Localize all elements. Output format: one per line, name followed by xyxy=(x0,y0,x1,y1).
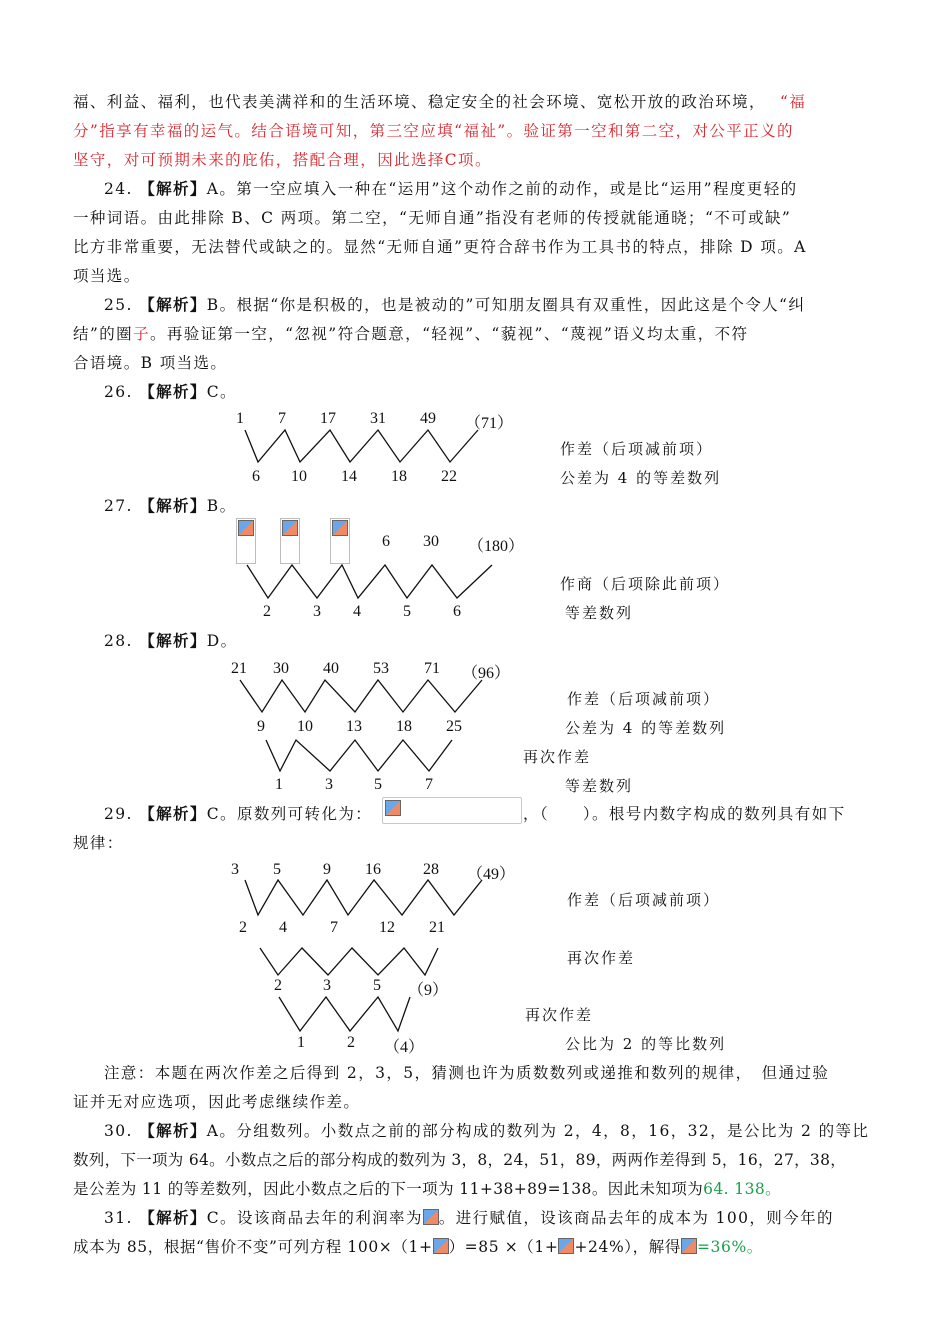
formula-image xyxy=(681,1238,697,1254)
q31-text: 成本为 85，根据“售价不变”可列方程 100×（1+ xyxy=(73,1238,433,1256)
q28-mid-2: 10 xyxy=(297,718,313,735)
q29-r3-3: 5 xyxy=(373,977,381,994)
q30-line-2: 数列，下一项为 64。小数点之后的部分构成的数列为 3，8，24，51，89，两两作差得到 5，16，27，38， xyxy=(73,1151,847,1169)
q29-r4-1: 1 xyxy=(297,1034,305,1051)
q26-bot-1: 6 xyxy=(252,468,260,485)
q28-top-5: 71 xyxy=(424,660,440,677)
q27-bot-5: 6 xyxy=(453,603,461,620)
q31-answer-value: =36%。 xyxy=(696,1238,763,1256)
q24-text: A。第一空应填入一种在“运用”这个动作之前的动作，或是比“运用”程度更轻的 xyxy=(206,180,798,198)
q29-line-2: 规律： xyxy=(73,834,124,852)
q29-r3-4: （9） xyxy=(408,982,449,999)
q29-r1-6: （49） xyxy=(467,866,516,883)
q28-mid-1: 9 xyxy=(257,718,265,735)
analysis-tag: 【解析】 xyxy=(139,804,207,823)
q31-line-1 xyxy=(104,1208,834,1228)
q28-top-2: 30 xyxy=(273,660,289,677)
q27-top-2: 30 xyxy=(423,533,439,550)
q29-remark-2: 证并无对应选项，因此考虑继续作差。 xyxy=(73,1093,361,1111)
q26-bot-3: 14 xyxy=(341,468,357,485)
q29-note-3: 再次作差 xyxy=(525,1006,594,1024)
q26-bot-5: 22 xyxy=(441,468,457,485)
q26-bot-2: 10 xyxy=(291,468,307,485)
analysis-tag: 【解析】 xyxy=(139,496,207,515)
answer: D。 xyxy=(206,632,238,650)
q27-top-1: 6 xyxy=(382,533,390,550)
q29-r1-3: 9 xyxy=(323,861,331,878)
q28-mid-4: 18 xyxy=(396,718,412,735)
question-number: 26. xyxy=(104,383,133,401)
q31-text: 。进行赋值，设该商品去年的成本为 100，则今年的 xyxy=(438,1209,834,1227)
q27-note-2: 等差数列 xyxy=(565,604,634,622)
formula-image xyxy=(433,1238,449,1254)
q31-text: ）=85 ×（1+ xyxy=(448,1238,559,1256)
q26-note-2: 公差为 4 的等差数列 xyxy=(560,469,722,487)
question-number: 28. xyxy=(104,632,133,650)
q28-mid-3: 13 xyxy=(346,718,362,735)
analysis-tag: 【解析】 xyxy=(139,631,207,650)
q25-text: 。再验证第一空，“忽视”符合题意，“轻视”、“藐视”、“蔑视”语义均太重，不符 xyxy=(149,325,749,343)
question-number: 24. xyxy=(104,180,133,198)
intro-highlight: “福 xyxy=(779,93,807,111)
q26-top-2: 7 xyxy=(278,410,286,427)
q29-r4-3: （4） xyxy=(384,1039,425,1056)
q29-r1-2: 5 xyxy=(273,861,281,878)
q27-bot-1: 2 xyxy=(263,603,271,620)
q29-r1-1: 3 xyxy=(231,861,239,878)
q26-note-1: 作差（后项减前项） xyxy=(560,440,714,458)
q28-mid-5: 25 xyxy=(446,718,462,735)
q31-text: +24%），解得 xyxy=(574,1238,681,1256)
q25-text: B。根据“你是积极的，也是被动的”可知朋友圈具有双重性，因此这是个令人“纠 xyxy=(206,296,806,314)
q27-note-1: 作商（后项除此前项） xyxy=(560,575,731,593)
question-number: 29. xyxy=(104,805,133,823)
q27-bot-2: 3 xyxy=(313,603,321,620)
q29-text: C。原数列可转化为： xyxy=(206,805,373,823)
q29-line-1b: ，（ ）。根号内数字构成的数列具有如下 xyxy=(523,805,846,823)
q29-note-4: 公比为 2 的等比数列 xyxy=(565,1035,727,1053)
q26-bot-4: 18 xyxy=(391,468,407,485)
q29-r2-4: 12 xyxy=(379,919,395,936)
q31-text: C。设该商品去年的利润率为 xyxy=(206,1209,423,1227)
formula-image xyxy=(558,1238,574,1254)
q29-r2-5: 21 xyxy=(429,919,445,936)
q27-bot-3: 4 xyxy=(353,603,361,620)
q28-note-1: 作差（后项减前项） xyxy=(567,690,721,708)
q28-top-6: （96） xyxy=(462,665,511,682)
q29-r1-5: 28 xyxy=(423,861,439,878)
q26-top-5: 49 xyxy=(420,410,436,427)
q27-top-3: （180） xyxy=(468,538,525,555)
q25-line-3: 合语境。B 项当选。 xyxy=(73,354,228,372)
analysis-tag: 【解析】 xyxy=(139,1208,207,1227)
q29-r2-1: 2 xyxy=(239,919,247,936)
q29-r2-2: 4 xyxy=(279,919,287,936)
q30-line-1 xyxy=(104,1121,869,1141)
intro-highlight-end: 坚守，对可预期未来的庇佑，搭配合理，因此选择C项。 xyxy=(73,151,492,169)
q29-note-1: 作差（后项减前项） xyxy=(567,891,721,909)
q24-line-2: 一种词语。由此排除 B、C 两项。第二空，“无师自通”指没有老师的传授就能通晓；“不可或缺” xyxy=(73,209,792,227)
question-number: 30. xyxy=(104,1122,133,1140)
q30-line-3 xyxy=(73,1179,781,1199)
analysis-tag: 【解析】 xyxy=(139,295,207,314)
q29-r3-1: 2 xyxy=(274,977,282,994)
q29-r3-2: 3 xyxy=(323,977,331,994)
q28-bot-2: 3 xyxy=(325,776,333,793)
q28-bot-3: 5 xyxy=(374,776,382,793)
question-number: 25. xyxy=(104,296,133,314)
question-number: 31. xyxy=(104,1209,133,1227)
intro-line-2: 分”指享有幸福的运气。结合语境可知，第三空应填“福祉”。验证第一空和第二空，对公平正义的 xyxy=(73,122,794,140)
q28-bot-4: 7 xyxy=(425,776,433,793)
q30-text: 是公差为 11 的等差数列，因此小数点之后的下一项为 11+38+89=138。因此未知项为 xyxy=(73,1180,704,1198)
answer: C。 xyxy=(206,383,237,401)
q24-line-3: 比方非常重要，无法替代或缺之的。显然“无师自通”更符合辞书作为工具书的特点，排除 D 项。A xyxy=(73,238,807,256)
q31-line-2 xyxy=(73,1237,763,1257)
analysis-tag: 【解析】 xyxy=(139,382,207,401)
q28-top-3: 40 xyxy=(323,660,339,677)
answer: B。 xyxy=(206,497,237,515)
q24-line-4: 项当选。 xyxy=(73,267,141,285)
q29-r4-2: 2 xyxy=(347,1034,355,1051)
q26-top-6: （71） xyxy=(465,415,514,432)
q28-top-4: 53 xyxy=(373,660,389,677)
q26-top-4: 31 xyxy=(370,410,386,427)
q26-top-3: 17 xyxy=(320,410,336,427)
q25-highlight: 子 xyxy=(133,325,150,343)
question-number: 27. xyxy=(104,497,133,515)
q30-answer-value: 64. 138。 xyxy=(703,1180,781,1198)
q29-r2-3: 7 xyxy=(330,919,338,936)
q28-note-4: 等差数列 xyxy=(565,777,634,795)
analysis-tag: 【解析】 xyxy=(139,179,207,198)
q30-text: A。分组数列。小数点之前的部分构成的数列为 2，4，8，16，32，是公比为 2 的等比 xyxy=(206,1122,870,1140)
formula-image xyxy=(423,1209,439,1225)
q28-note-2: 公差为 4 的等差数列 xyxy=(565,719,727,737)
q26-top-1: 1 xyxy=(236,410,244,427)
q29-note-2: 再次作差 xyxy=(567,949,636,967)
q28-note-3: 再次作差 xyxy=(523,748,592,766)
q29-remark-1: 注意：本题在两次作差之后得到 2，3，5，猜测也许为质数数列或递推和数列的规律， 但通过验 xyxy=(104,1064,830,1082)
q25-text: 结”的圈 xyxy=(73,325,134,343)
q28-top-1: 21 xyxy=(231,660,247,677)
analysis-tag: 【解析】 xyxy=(139,1121,207,1140)
q27-bot-4: 5 xyxy=(403,603,411,620)
q28-bot-1: 1 xyxy=(275,776,283,793)
intro-text: 福、利益、福利，也代表美满祥和的生活环境、稳定安全的社会环境、宽松开放的政治环境， xyxy=(73,93,766,111)
q29-r1-4: 16 xyxy=(365,861,381,878)
